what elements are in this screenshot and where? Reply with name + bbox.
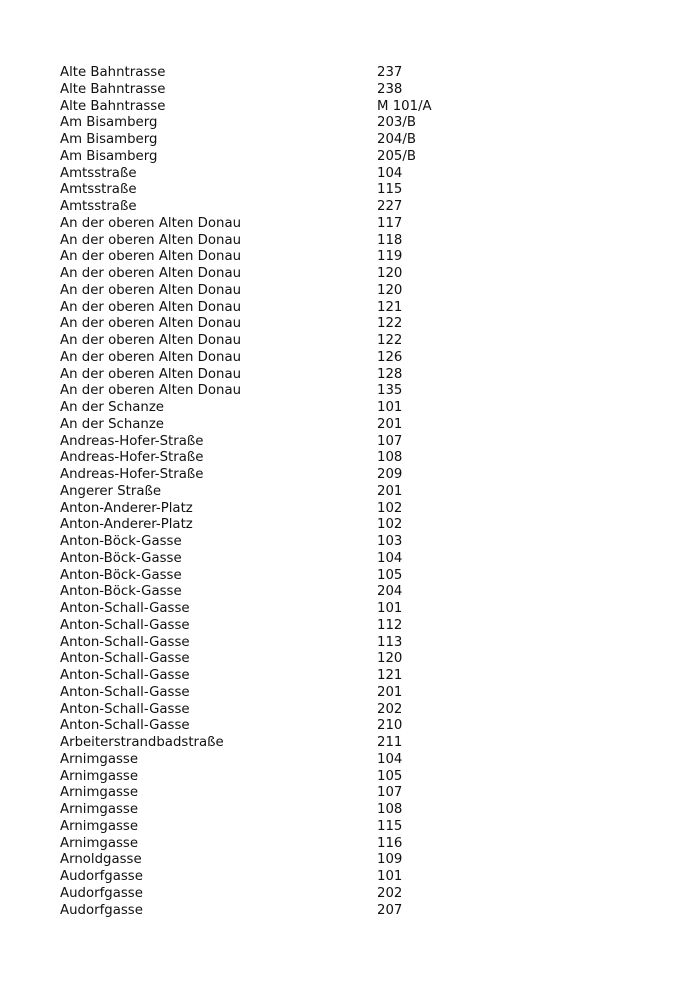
street-code: 120	[377, 651, 403, 667]
street-name: Anton-Schall-Gasse	[60, 617, 190, 633]
street-name: Arbeiterstrandbadstraße	[60, 735, 224, 750]
street-name: Amtsstraße	[60, 182, 137, 198]
table-row	[60, 132, 660, 149]
street-name: Anton-Böck-Gasse	[60, 584, 182, 600]
street-code: 102	[377, 500, 403, 516]
street-name: Arnimgasse	[60, 751, 139, 767]
table-row	[60, 534, 660, 551]
table-row	[60, 769, 660, 786]
street-code: 237	[377, 65, 403, 80]
street-code-list	[60, 65, 660, 919]
table-row	[60, 467, 660, 484]
street-code: 103	[377, 534, 403, 549]
street-name: An der oberen Alten Donau	[60, 249, 242, 265]
street-code: 107	[377, 785, 403, 801]
street-name: Arnimgasse	[60, 785, 139, 801]
table-row	[60, 434, 660, 451]
table-row	[60, 283, 660, 300]
table-row	[60, 752, 660, 769]
street-code: 227	[377, 199, 403, 214]
table-row	[60, 651, 660, 668]
table-row	[60, 417, 660, 434]
street-name: Andreas-Hofer-Straße	[60, 467, 204, 482]
street-name: Am Bisamberg	[60, 132, 158, 147]
street-name: Arnimgasse	[60, 802, 139, 817]
street-code: 109	[377, 852, 403, 868]
table-row	[60, 82, 660, 99]
table-row	[60, 450, 660, 467]
street-code: 204/B	[377, 132, 416, 147]
street-name: An der oberen Alten Donau	[60, 349, 242, 365]
street-code: 205/B	[377, 148, 416, 164]
table-row	[60, 99, 660, 116]
table-row	[60, 501, 660, 518]
table-row	[60, 517, 660, 534]
table-row	[60, 718, 660, 735]
table-row	[60, 903, 660, 920]
street-code: 128	[377, 366, 403, 382]
table-row	[60, 785, 660, 802]
street-code: 107	[377, 433, 403, 449]
street-name: Anton-Schall-Gasse	[60, 684, 190, 700]
table-row	[60, 584, 660, 601]
street-code: 121	[377, 668, 403, 683]
table-row	[60, 350, 660, 367]
table-row	[60, 568, 660, 585]
street-name: An der oberen Alten Donau	[60, 266, 242, 281]
street-code: 202	[377, 701, 403, 717]
table-row	[60, 702, 660, 719]
table-row	[60, 115, 660, 132]
table-row	[60, 819, 660, 836]
street-code: 201	[377, 684, 403, 700]
table-row	[60, 249, 660, 266]
street-name: Am Bisamberg	[60, 115, 158, 131]
street-code: 102	[377, 517, 403, 533]
table-row	[60, 685, 660, 702]
street-code: 135	[377, 383, 403, 399]
street-name: An der Schanze	[60, 400, 164, 415]
street-code: 210	[377, 718, 403, 734]
street-code: 101	[377, 601, 403, 616]
street-code: 201	[377, 483, 403, 499]
street-code: 112	[377, 617, 403, 633]
street-code: 203/B	[377, 115, 416, 131]
street-name: An der Schanze	[60, 416, 164, 432]
table-row	[60, 166, 660, 183]
street-name: Anton-Böck-Gasse	[60, 534, 182, 549]
table-row	[60, 300, 660, 317]
street-code: 238	[377, 81, 403, 97]
street-name: Arnimgasse	[60, 768, 139, 784]
street-name: An der oberen Alten Donau	[60, 383, 242, 399]
street-code: 116	[377, 835, 403, 851]
street-name: Anton-Anderer-Platz	[60, 500, 193, 516]
table-row	[60, 182, 660, 199]
street-code: 115	[377, 182, 403, 198]
street-code: 115	[377, 818, 403, 834]
street-code: 108	[377, 450, 403, 466]
table-row	[60, 668, 660, 685]
street-name: An der oberen Alten Donau	[60, 282, 242, 298]
street-code: 101	[377, 400, 403, 415]
table-row	[60, 618, 660, 635]
street-code: 108	[377, 802, 403, 817]
table-row	[60, 869, 660, 886]
street-code: 113	[377, 634, 403, 650]
table-row	[60, 149, 660, 166]
street-name: Amtsstraße	[60, 165, 137, 181]
street-name: An der oberen Alten Donau	[60, 299, 242, 315]
street-code: M 101/A	[377, 98, 432, 114]
table-row	[60, 65, 660, 82]
street-code: 119	[377, 249, 403, 265]
street-name: Andreas-Hofer-Straße	[60, 450, 204, 466]
street-code: 126	[377, 349, 403, 365]
street-code: 118	[377, 232, 403, 248]
street-code: 104	[377, 751, 403, 767]
street-name: Arnimgasse	[60, 835, 139, 851]
table-row	[60, 333, 660, 350]
street-name: Anton-Schall-Gasse	[60, 718, 190, 734]
street-code: 201	[377, 416, 403, 432]
street-name: An der oberen Alten Donau	[60, 366, 242, 382]
street-code: 105	[377, 567, 403, 583]
street-code: 122	[377, 316, 403, 332]
table-row	[60, 836, 660, 853]
street-name: An der oberen Alten Donau	[60, 232, 242, 248]
street-code: 209	[377, 467, 403, 482]
table-row	[60, 199, 660, 216]
table-row	[60, 266, 660, 283]
table-row	[60, 233, 660, 250]
street-code: 122	[377, 333, 403, 348]
street-name: Alte Bahntrasse	[60, 81, 166, 97]
street-name: Anton-Anderer-Platz	[60, 517, 193, 533]
street-name: Anton-Schall-Gasse	[60, 668, 190, 683]
table-row	[60, 400, 660, 417]
street-code: 211	[377, 735, 403, 750]
table-row	[60, 484, 660, 501]
table-row	[60, 852, 660, 869]
street-name: An der oberen Alten Donau	[60, 316, 242, 332]
street-name: Audorfgasse	[60, 902, 143, 918]
street-name: Angerer Straße	[60, 483, 162, 499]
street-name: Alte Bahntrasse	[60, 98, 166, 114]
street-name: Anton-Schall-Gasse	[60, 651, 190, 667]
street-name: Anton-Schall-Gasse	[60, 634, 190, 650]
street-code: 117	[377, 215, 403, 231]
street-name: Anton-Böck-Gasse	[60, 567, 182, 583]
table-row	[60, 551, 660, 568]
street-name: Arnimgasse	[60, 818, 139, 834]
street-code: 120	[377, 266, 403, 281]
street-name: Am Bisamberg	[60, 148, 158, 164]
street-code: 101	[377, 869, 403, 884]
table-row	[60, 802, 660, 819]
street-name: Arnoldgasse	[60, 852, 142, 868]
table-row	[60, 383, 660, 400]
street-code: 104	[377, 165, 403, 181]
street-code: 204	[377, 584, 403, 600]
street-name: An der oberen Alten Donau	[60, 333, 242, 348]
street-name: Alte Bahntrasse	[60, 65, 166, 80]
table-row	[60, 216, 660, 233]
street-name: Anton-Böck-Gasse	[60, 550, 182, 566]
street-name: Andreas-Hofer-Straße	[60, 433, 204, 449]
street-code: 207	[377, 902, 403, 918]
table-row	[60, 367, 660, 384]
street-name: Audorfgasse	[60, 885, 143, 901]
table-row	[60, 601, 660, 618]
street-name: Anton-Schall-Gasse	[60, 601, 190, 616]
table-row	[60, 886, 660, 903]
street-code: 105	[377, 768, 403, 784]
street-code: 120	[377, 282, 403, 298]
street-code: 121	[377, 299, 403, 315]
street-name: Anton-Schall-Gasse	[60, 701, 190, 717]
street-name: Amtsstraße	[60, 199, 137, 214]
street-code: 104	[377, 550, 403, 566]
table-row	[60, 635, 660, 652]
street-name: An der oberen Alten Donau	[60, 215, 242, 231]
street-name: Audorfgasse	[60, 869, 143, 884]
street-code: 202	[377, 885, 403, 901]
table-row	[60, 735, 660, 752]
table-row	[60, 316, 660, 333]
